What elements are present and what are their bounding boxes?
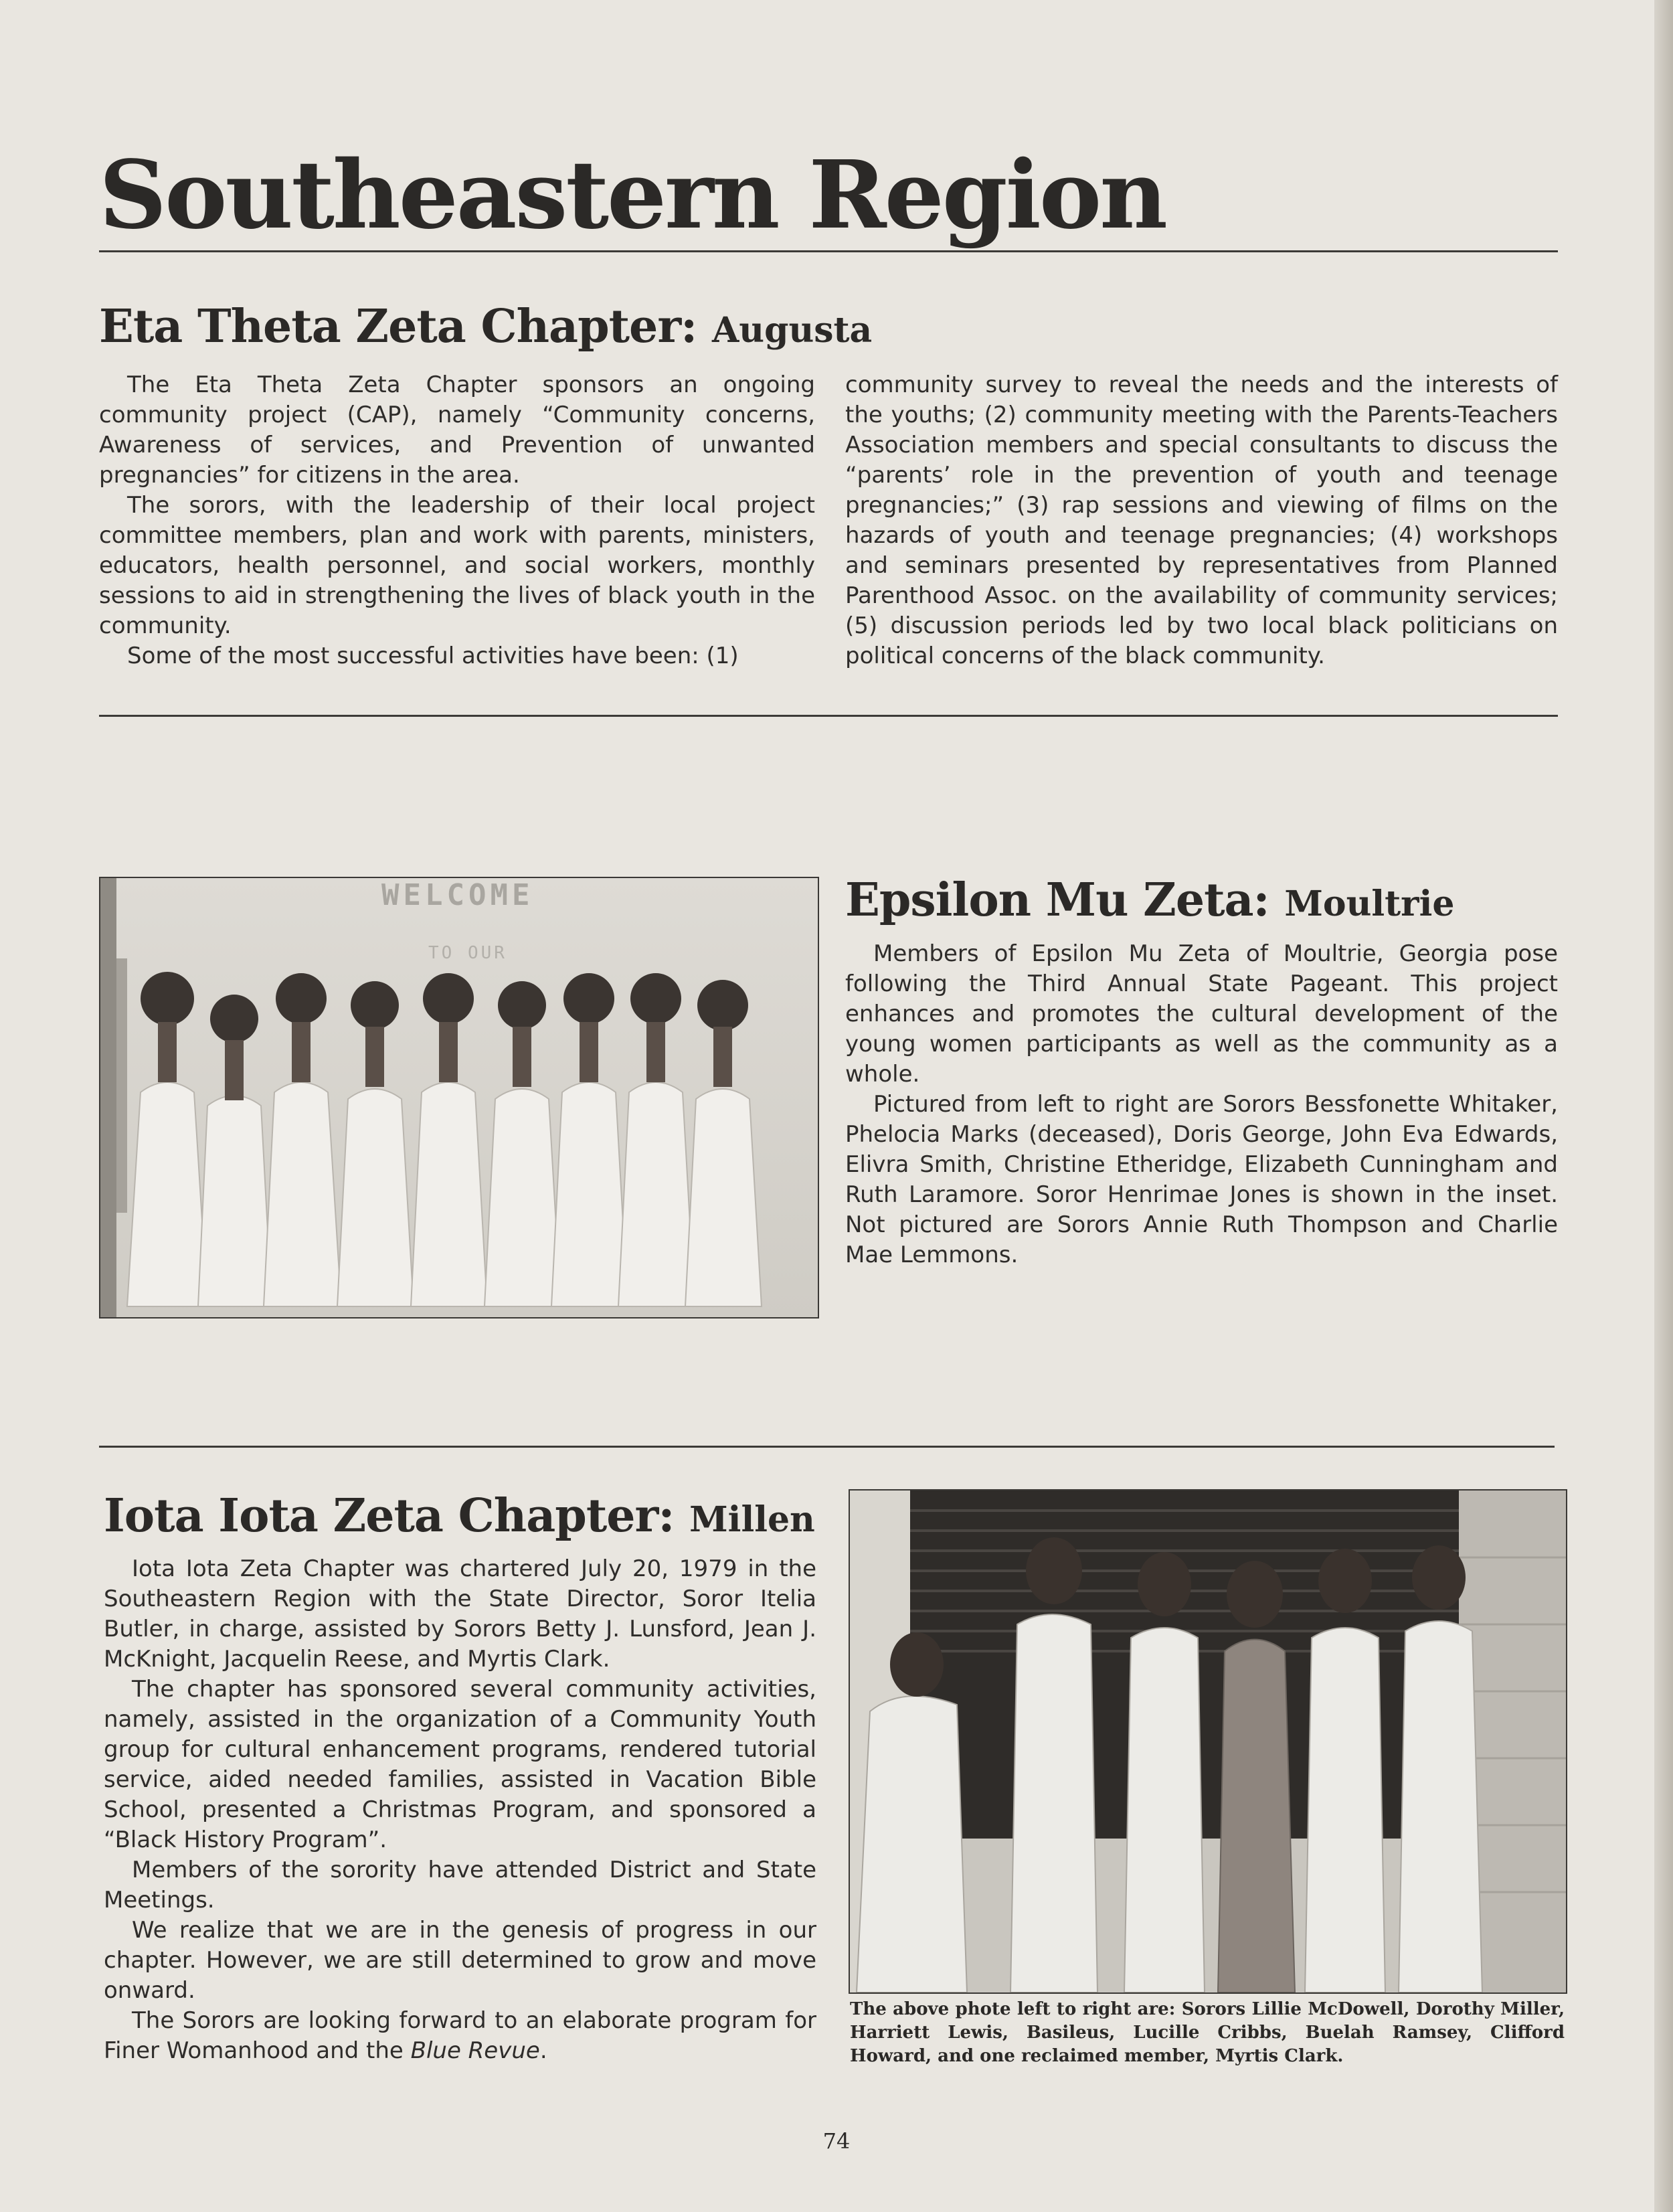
blue-revue-title: Blue Revue	[410, 2037, 540, 2064]
eta-theta-zeta-paragraph-2: The sorors, with the leadership of their local project committee members, plan and work with parents, ministers, educators, health personnel, and social workers, monthly sessions to aid in strengthening the lives of black youth in the community.	[99, 492, 815, 639]
epsilon-mu-zeta-photo	[99, 877, 819, 1318]
page-number: 74	[822, 2128, 851, 2154]
eta-theta-zeta-heading	[99, 300, 872, 353]
epsilon-mu-zeta-city: Moultrie	[1284, 883, 1455, 924]
epsilon-mu-zeta-paragraph-1: Members of Epsilon Mu Zeta of Moultrie, Georgia pose following the Third Annual State Pageant. This project enhances and promotes the cultural development of the young women participants as well as the community as a whole.	[845, 940, 1558, 1088]
eta-theta-zeta-city: Augusta	[711, 310, 873, 351]
eta-theta-zeta-paragraph-4: community survey to reveal the needs and the interests of the youths; (2) community meeting with the Parents-Teachers Association members and special consultants to discuss the “parents’ role in the prevention of youth and teenage pregnancies;” (3) rap sessions and viewing of films on the hazards of youth and teenage pregnancies; (4) workshops and seminars presented by representatives from Planned Parenthood Assoc. on the availability of community services; (5) discussion periods led by two local black politicians on political concerns of the black community.	[845, 371, 1558, 669]
eta-theta-zeta-left-column	[99, 370, 815, 671]
iota-iota-zeta-paragraph-5-end: .	[539, 2037, 547, 2064]
epsilon-mu-zeta-chapter-name: Epsilon Mu Zeta:	[845, 873, 1269, 927]
iota-iota-zeta-heading	[104, 1489, 815, 1543]
iota-iota-zeta-chapter-name: Iota Iota Zeta Chapter:	[104, 1489, 675, 1543]
iota-iota-zeta-paragraph-1: Iota Iota Zeta Chapter was chartered July 20, 1979 in the Southeastern Region with the State Director, Soror Itelia Butler, in charge, assisted by Sorors Betty J. Lunsford, Jean J. McKnight, Jacquelin Reese, and Myrtis Clark.	[104, 1555, 816, 1673]
epsilon-mu-zeta-heading	[845, 873, 1454, 927]
iota-iota-zeta-paragraph-2: The chapter has sponsored several community activities, namely, assisted in the organization of a Community Youth group for cultural enhancement programs, rendered tutorial service, aided needed families, assisted in Vacation Bible School, presented a Christmas Program, and sponsored a “Black History Program”.	[104, 1676, 816, 1853]
iota-iota-zeta-paragraph-5-lead: The Sorors are looking forward to an elaborate program for Finer Womanhood and the	[104, 2007, 816, 2064]
group-photo-members-outdoors	[850, 1491, 1566, 1992]
eta-theta-zeta-right-column	[845, 370, 1558, 671]
eta-theta-zeta-paragraph-3: Some of the most successful activities have been: (1)	[127, 643, 739, 669]
section-rule-2	[99, 1446, 1555, 1448]
group-photo-women-in-white-gowns	[100, 878, 818, 1317]
section-rule-1	[99, 715, 1558, 717]
title-rule	[99, 250, 1558, 252]
photo-banner-text: WELCOME	[381, 878, 534, 912]
iota-iota-zeta-paragraph-3: Members of the sorority have attended District and State Meetings.	[104, 1857, 816, 1913]
epsilon-mu-zeta-column	[845, 939, 1558, 1270]
iota-iota-zeta-paragraph-5	[104, 2006, 816, 2066]
page-edge	[1654, 0, 1673, 2212]
iota-iota-zeta-paragraph-4: We realize that we are in the genesis of progress in our chapter. However, we are still determined to grow and move onward.	[104, 1917, 816, 2004]
photo-banner-text-2: TO OUR	[428, 943, 507, 963]
iota-iota-zeta-column	[104, 1554, 816, 2066]
eta-theta-zeta-chapter-name: Eta Theta Zeta Chapter:	[99, 300, 697, 353]
epsilon-mu-zeta-paragraph-2: Pictured from left to right are Sorors Bessfonette Whitaker, Phelocia Marks (deceased), Doris George, John Eva Edwards, Elivra Smith, Christine Etheridge, Elizabeth Cunningham and Ruth Laramore. Soror Henrimae Jones is shown in the inset. Not pictured are Sorors Annie Ruth Thompson and Charlie Mae Lemmons.	[845, 1091, 1558, 1268]
iota-iota-zeta-photo-caption: The above phote left to right are: Sorors Lillie McDowell, Dorothy Miller, Harriett Lewis, Basileus, Lucille Cribbs, Buelah Ramsey, Clifford Howard, and one reclaimed member, Myrtis Clark.	[850, 1999, 1565, 2066]
page-title: Southeastern Region	[99, 141, 1166, 250]
eta-theta-zeta-paragraph-1: The Eta Theta Zeta Chapter sponsors an ongoing community project (CAP), namely “Community concerns, Awareness of services, and Prevention of unwanted pregnancies” for citizens in the area.	[99, 371, 815, 489]
iota-iota-zeta-photo	[849, 1489, 1567, 1994]
iota-iota-zeta-city: Millen	[689, 1499, 815, 1540]
